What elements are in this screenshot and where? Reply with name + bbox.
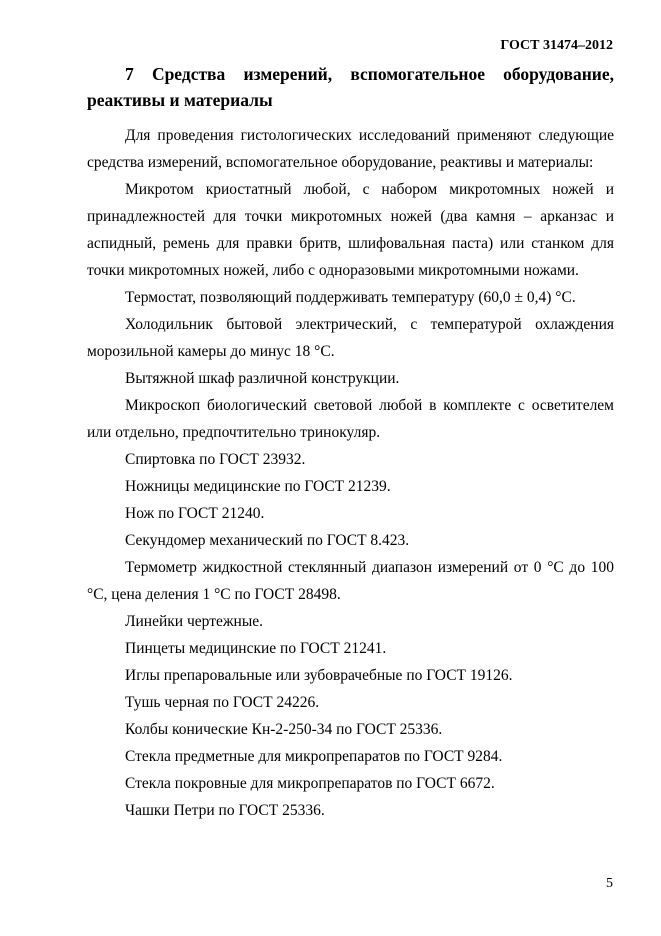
paragraph-rulers: Линейки чертежные.: [125, 613, 264, 630]
body-text: [87, 122, 614, 824]
paragraph-petri-dishes: Чашки Петри по ГОСТ 25336.: [125, 802, 325, 819]
section-heading-line-2: реактивы и материалы: [87, 90, 273, 110]
paragraph-scissors: Ножницы медицинские по ГОСТ 21239.: [125, 478, 391, 495]
paragraph-flasks: Колбы конические Кн-2-250-34 по ГОСТ 25336.: [125, 721, 443, 738]
paragraph-cover-glass: Стекла покровные для микропрепаратов по ГОСТ 6672.: [125, 775, 495, 792]
paragraph-fume-hood: Вытяжной шкаф различной конструкции.: [125, 370, 400, 387]
paragraph-knife: Нож по ГОСТ 21240.: [125, 505, 265, 522]
document-header: ГОСТ 31474–2012: [500, 38, 613, 53]
section-heading: [87, 61, 614, 113]
paragraph-thermostat: Термостат, позволяющий поддерживать температуру (60,0 ± 0,4) °С.: [125, 289, 576, 306]
paragraph-spirit-lamp: Спиртовка по ГОСТ 23932.: [125, 451, 306, 468]
paragraph-microtome: Микротом криостатный любой, с набором микротомных ножей и принадлежностей для точки микротомных ножей (два камня – арканзас и аспидный, ремень для правки бритв, шлифовальная паста) или станком для точки микротомных ножей, либо с одноразовыми микротомными ножами.: [87, 181, 614, 279]
section-heading-line-1: 7 Средства измерений, вспомогательное оборудование,: [125, 64, 614, 84]
paragraph-stopwatch: Секундомер механический по ГОСТ 8.423.: [125, 532, 410, 549]
paragraph-intro: Для проведения гистологических исследований применяют следующие средства измерений, вспомогательное оборудование, реактивы и материалы:: [87, 127, 614, 171]
page-number: 5: [606, 876, 613, 891]
paragraph-needles: Иглы препаровальные или зубоврачебные по ГОСТ 19126.: [125, 667, 513, 684]
paragraph-tweezers: Пинцеты медицинские по ГОСТ 21241.: [125, 640, 387, 657]
paragraph-slides: Стекла предметные для микропрепаратов по ГОСТ 9284.: [125, 748, 503, 765]
paragraph-thermometer: Термометр жидкостной стеклянный диапазон измерений от 0 °С до 100 °С, цена деления 1 °С по ГОСТ 28498.: [87, 559, 614, 603]
paragraph-ink: Тушь черная по ГОСТ 24226.: [125, 694, 320, 711]
paragraph-microscope: Микроскоп биологический световой любой в комплекте с осветителем или отдельно, предпочтительно тринокуляр.: [87, 397, 614, 441]
paragraph-refrigerator: Холодильник бытовой электрический, с температурой охлаждения морозильной камеры до минус 18 °С.: [87, 316, 614, 360]
